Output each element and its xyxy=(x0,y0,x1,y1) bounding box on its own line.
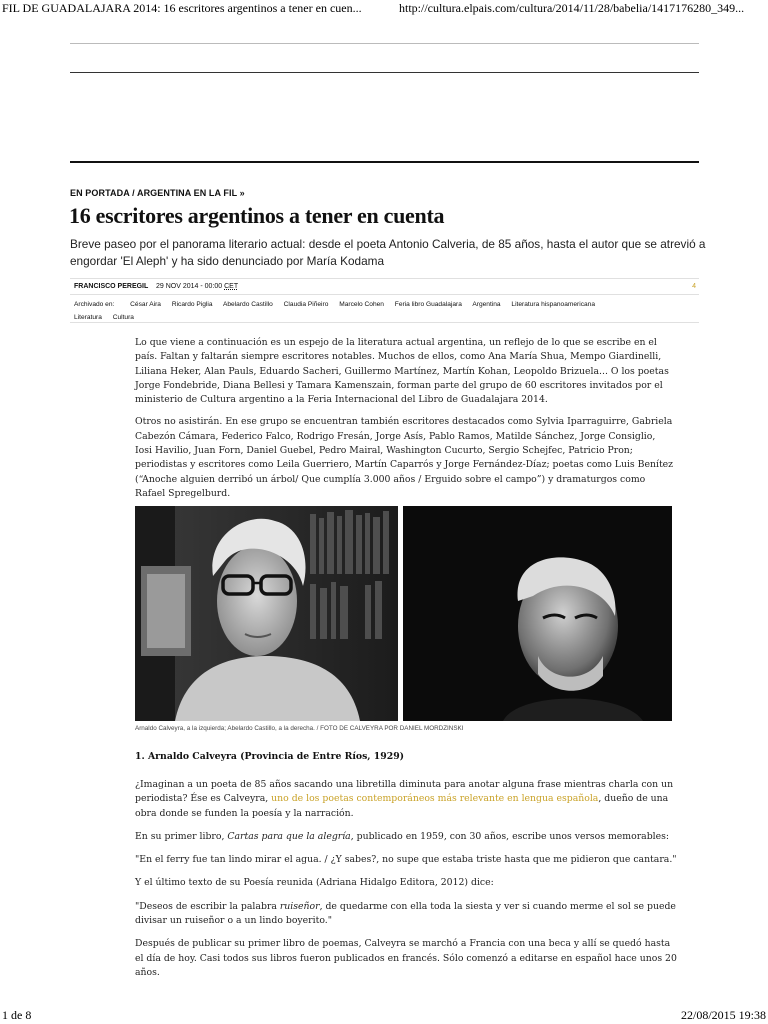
author-name[interactable]: FRANCISCO PEREGIL xyxy=(74,283,149,290)
print-page-title: FIL DE GUADALAJARA 2014: 16 escritores argentinos a tener en cuen... xyxy=(2,1,362,15)
article-standfirst: Breve paseo por el panorama literario actual: desde el poeta Antonio Calveria, de 85 años, hasta el autor que se atrevió a engordar 'El Aleph' y ha sido denunciado por María Kodama xyxy=(70,237,706,268)
paragraph: Lo que viene a continuación es un espejo de la literatura actual argentina, un reflejo de lo que se escribe en el país. Faltan y faltarán siempre escritores notables. Muchos de ellos, como Ana María Shua, Mempo Giardinelli, Liliana Heker, Alan Pauls, Eduardo Sacheri, Guillermo Martínez, Martín Kohan, Leopoldo Brizuela... O los poetas Jorge Fondebride, Diana Bellesi y Tamara Kamenszain, forman parte del grupo de 60 escritores invitados por el ministerio de Cultura argentino a la Feria Internacional del Libro de Guadalajara 2014. xyxy=(135,337,669,406)
photo-pair xyxy=(135,506,672,721)
tag-item[interactable]: Cultura xyxy=(112,314,134,321)
paragraph: En su primer libro, Cartas para que la alegría, publicado en 1959, con 30 años, escribe unos versos memorables: xyxy=(135,830,670,842)
paragraph: Después de publicar su primer libro de poemas, Calveyra se marchó a Francia con una beca y allí se quedó hasta el día de hoy. Casi todos sus libros fueron publicados en francés. Sólo comenzó a editarse en español hace unos 20 años. xyxy=(135,938,677,978)
masthead-divider xyxy=(70,72,699,73)
tag-item[interactable]: Abelardo Castillo xyxy=(222,301,273,308)
print-datetime: 22/08/2015 19:38 xyxy=(680,1008,766,1022)
tag-item[interactable]: Literatura hispanoamericana xyxy=(511,301,595,308)
inline-link[interactable]: uno de los poetas contemporáneos más relevante en lengua española xyxy=(271,793,599,805)
article-section-1 xyxy=(135,778,680,989)
section-heading: 1. Arnaldo Calveyra (Provincia de Entre Ríos, 1929) xyxy=(135,751,405,762)
comments-count[interactable]: 4 xyxy=(692,283,696,290)
tag-item[interactable]: Claudia Piñeiro xyxy=(283,301,329,308)
paragraph: "En el ferry fue tan lindo mirar el agua. / ¿Y sabes?, no supe que estaba triste hasta que me pidieron que cantara." xyxy=(135,854,677,866)
photo-caption: Arnaldo Calveyra, a la izquierda; Abelardo Castillo, a la derecha. / FOTO DE CALVEYRA POR DANIEL MORDZINSKI xyxy=(135,725,464,732)
tag-item[interactable]: Argentina xyxy=(472,301,501,308)
print-page-url: http://cultura.elpais.com/cultura/2014/11/28/babelia/1417176280_349... xyxy=(399,1,745,15)
tag-list xyxy=(74,298,699,324)
publish-date: 29 NOV 2014 - 00:00 CET xyxy=(156,283,239,290)
top-divider xyxy=(70,43,699,44)
article-headline: 16 escritores argentinos a tener en cuenta xyxy=(69,203,445,228)
byline-bar xyxy=(70,278,699,295)
paragraph: Otros no asistirán. En ese grupo se encuentran también escritores destacados como Sylvia Iparraguirre, Gabriela Cabezón Cámara, Federico Falco, Rodrigo Fresán, Jorge Asís, Pablo Ramos, Matilde Sánchez, Jorge Consiglio, Iosi Havilio, Juan Forn, Daniel Guebel, Pedro Mairal, Washington Cucurto, Sergio Schejfec, Patricio Pron; periodistas y escritores como Leila Guerriero, Martín Caparrós y Jorge Fernández-Díaz; poetas como Luis Benítez (“Anoche alguien derribó un árbol/ Que cumplía 3.000 años / Erguido sobre el campo”) y dramaturgos como Rafael Spregelburd. xyxy=(135,416,674,499)
tags-divider xyxy=(70,322,699,323)
paragraph: "Deseos de escribir la palabra ruiseñor, de quedarme con ella toda la siesta y ver si cuando merme el sol se puede divisar un ruiseñor o a un lindo boyerito." xyxy=(135,900,676,927)
tag-item[interactable]: Marcelo Cohen xyxy=(339,301,384,308)
print-header xyxy=(0,0,768,18)
article-kicker[interactable]: EN PORTADA / ARGENTINA EN LA FIL » xyxy=(70,188,245,198)
tag-item[interactable]: Feria libro Guadalajara xyxy=(394,301,462,308)
tag-item[interactable]: Ricardo Piglia xyxy=(171,301,213,308)
article-intro xyxy=(135,336,675,509)
paragraph: Y el último texto de su Poesía reunida (Adriana Hidalgo Editora, 2012) dice: xyxy=(135,877,494,889)
tag-item[interactable]: César Aira xyxy=(130,301,161,308)
page-number: 1 de 8 xyxy=(2,1008,32,1022)
archived-label: Archivado en: xyxy=(74,301,115,308)
photo-calveyra xyxy=(135,506,398,721)
section-divider xyxy=(70,161,699,163)
photo-castillo xyxy=(403,506,672,721)
paragraph: ¿Imaginan a un poeta de 85 años sacando una libretilla diminuta para anotar alguna frase mientras charla con un periodista? Ése es Calveyra, uno de los poetas contemporáneos más relevante en lengua española, dueño de una obra donde se funden la poesía y la narración. xyxy=(135,779,674,819)
tag-item[interactable]: Literatura xyxy=(74,314,102,321)
